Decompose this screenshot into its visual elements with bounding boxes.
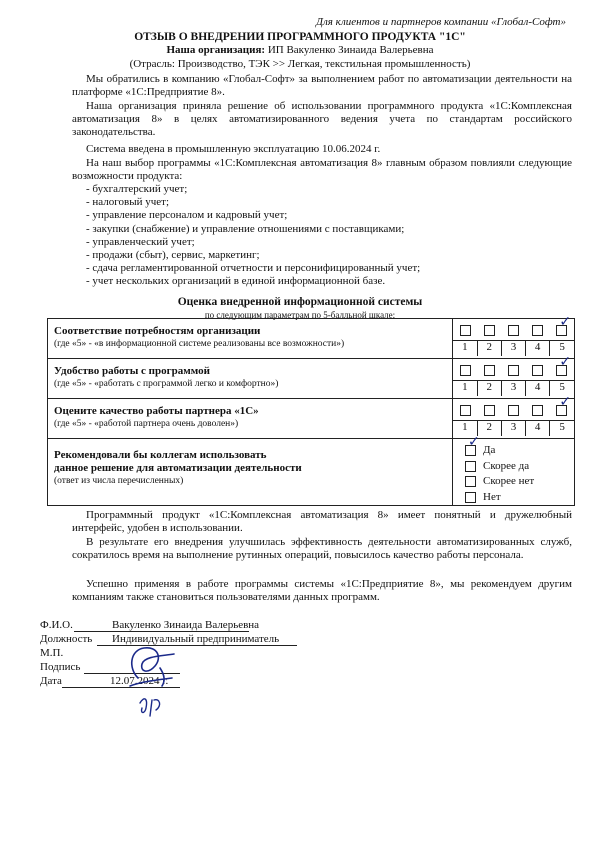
option-checkbox[interactable] [465, 476, 476, 487]
list-item: - бухгалтерский учет; [86, 183, 188, 195]
rating-table [47, 318, 575, 506]
paragraph-3: Система введена в промышленную эксплуатацию 10.06.2024 г. [86, 143, 381, 155]
paragraph-4: На наш выбор программы «1С:Комплексная автоматизация 8» главным образом повлияли следующие возможности продукта: [72, 157, 572, 183]
scale-label: 1 [453, 381, 477, 397]
scale-label: 5 [550, 421, 574, 437]
question-title: Соответствие потребностям организации [54, 325, 261, 337]
list-item: - управление персоналом и кадровый учет; [86, 209, 288, 222]
position-value: Индивидуальный предприниматель [112, 633, 280, 645]
scale-label: 3 [501, 421, 525, 437]
list-item: - сдача регламентированной отчетности и персонифицированный учет; [86, 262, 421, 275]
score-checkbox-checked[interactable] [556, 405, 567, 416]
score-checkbox[interactable] [532, 405, 543, 416]
option-yes[interactable]: ✓ Да [465, 443, 574, 459]
question-cell [48, 439, 453, 506]
list-item: - учет нескольких организаций в единой информационной базе. [86, 275, 386, 288]
table-row [48, 319, 575, 359]
list-item: - закупки (снабжение) и управление отношениями с поставщиками; [86, 222, 405, 235]
score-checkbox-checked[interactable] [556, 365, 567, 376]
score-grid [453, 359, 574, 396]
question-title: Оцените качество работы партнера «1С» [54, 405, 259, 417]
option-rather-yes[interactable]: Скорее да [465, 459, 574, 475]
scale-label: 1 [453, 421, 477, 437]
question-cell [48, 359, 453, 399]
table-row [48, 439, 575, 506]
date-label: Дата [40, 675, 62, 687]
closing-paragraph-2: В результате его внедрения улучшилась эффективность деятельности автоматизированных служб, сократилось время на выполнение рутинных операций, повысилось качество работы персонала. [72, 536, 572, 562]
question-cell [48, 319, 453, 359]
score-checkbox[interactable] [460, 325, 471, 336]
score-checkbox[interactable] [484, 325, 495, 336]
organization-label: Наша организация: [166, 44, 266, 56]
closing-paragraph-1: Программный продукт «1С:Комплексная автоматизация 8» имеет понятный и дружелюбный интерфейс, удобен в использовании. [72, 509, 572, 535]
question-cell [48, 399, 453, 439]
date-row [40, 675, 62, 688]
question-hint: (где «5» - «в информационной системе реализованы все возможности») [54, 339, 345, 350]
score-cell [453, 319, 575, 359]
organization-name: ИП Вакуленко Зинаида Валерьевна [267, 44, 434, 56]
question-hint: (где «5» - «работой партнера очень доволен») [54, 419, 239, 430]
features-list [86, 183, 566, 289]
fio-value: Вакуленко Зинаида Валерьевна [112, 619, 260, 631]
position-label: Должность [40, 633, 93, 645]
score-cell [453, 399, 575, 439]
paragraph-2: Наша организация приняла решение об использовании программного продукта «1С:Комплексная автоматизация 8» в целях автоматизированного ведения учета по стандартам российского законодательства. [72, 100, 572, 139]
scale-label: 3 [501, 381, 525, 397]
scale-label: 4 [526, 341, 550, 357]
date-value: 12.07.2024 г. [110, 675, 169, 687]
option-rather-no[interactable]: Скорее нет [465, 474, 574, 490]
handwritten-signature [100, 628, 200, 723]
industry-line: (Отрасль: Производство, ТЭК >> Легкая, текстильная промышленность) [129, 58, 471, 70]
scale-label: 3 [501, 341, 525, 357]
scale-row [453, 381, 574, 397]
question-title-line: данное решение для автоматизации деятельности [54, 462, 302, 475]
stamp-label: М.П. [40, 647, 64, 659]
position-row [40, 633, 92, 646]
score-checkbox[interactable] [532, 325, 543, 336]
list-item: - управленческий учет; [86, 235, 195, 248]
option-checkbox[interactable] [465, 492, 476, 503]
score-checkbox[interactable] [532, 365, 543, 376]
score-checkbox[interactable] [484, 405, 495, 416]
checkbox-row [453, 399, 574, 421]
option-no[interactable]: Нет [465, 490, 574, 506]
score-grid [453, 399, 574, 436]
sign-row [40, 661, 80, 674]
score-cell [453, 359, 575, 399]
score-checkbox[interactable] [508, 325, 519, 336]
header-note: Для клиентов и партнеров компании «Глобал-Софт» [315, 16, 566, 28]
option-checkbox-checked[interactable] [465, 445, 476, 456]
organization-line [0, 44, 600, 57]
evaluation-subtitle: по следующим параметрам по 5-балльной шкале: [204, 310, 396, 320]
handwritten-note [141, 704, 142, 705]
fio-label: Ф.И.О. [40, 619, 73, 631]
checkbox-row [453, 319, 574, 341]
score-checkbox[interactable] [508, 365, 519, 376]
score-checkbox[interactable] [484, 365, 495, 376]
option-checkbox[interactable] [465, 461, 476, 472]
question-title: Удобство работы с программой [54, 365, 210, 377]
paragraph-1: Мы обратились в компанию «Глобал-Софт» за выполнением работ по автоматизации деятельности на платформе «1С:Предприятие 8». [72, 73, 572, 99]
list-item: - продажи (сбыт), сервис, маркетинг; [86, 248, 260, 261]
scale-label: 2 [477, 421, 501, 437]
closing-paragraph-3: Успешно применяя в работе программы системы «1С:Предприятие 8», мы рекомендуем другим компаниям также становиться пользователями данных программ. [72, 578, 572, 604]
fio-row [40, 619, 73, 632]
question-hint: (где «5» - «работать с программой легко и комфортно») [54, 379, 279, 390]
scale-label: 1 [453, 341, 477, 357]
evaluation-title: Оценка внедренной информационной системы [177, 296, 423, 308]
list-item: - налоговый учет; [86, 196, 170, 209]
document-title: ОТЗЫВ О ВНЕДРЕНИИ ПРОГРАММНОГО ПРОДУКТА "1С" [134, 31, 466, 43]
score-checkbox-checked[interactable] [556, 325, 567, 336]
score-grid [453, 319, 574, 356]
score-checkbox[interactable] [508, 405, 519, 416]
table-row [48, 359, 575, 399]
scale-label: 4 [526, 421, 550, 437]
scale-label: 5 [550, 381, 574, 397]
question-hint: (ответ из числа перечисленных) [54, 476, 184, 487]
recommend-options [453, 439, 575, 506]
checkbox-row [453, 359, 574, 381]
score-checkbox[interactable] [460, 405, 471, 416]
scale-label: 5 [550, 341, 574, 357]
scale-row [453, 341, 574, 357]
score-checkbox[interactable] [460, 365, 471, 376]
scale-label: 4 [526, 381, 550, 397]
sign-label: Подпись [40, 661, 81, 673]
scale-label: 2 [477, 341, 501, 357]
table-row [48, 399, 575, 439]
scale-label: 2 [477, 381, 501, 397]
question-title-line: Рекомендовали бы коллегам использовать [54, 449, 267, 461]
